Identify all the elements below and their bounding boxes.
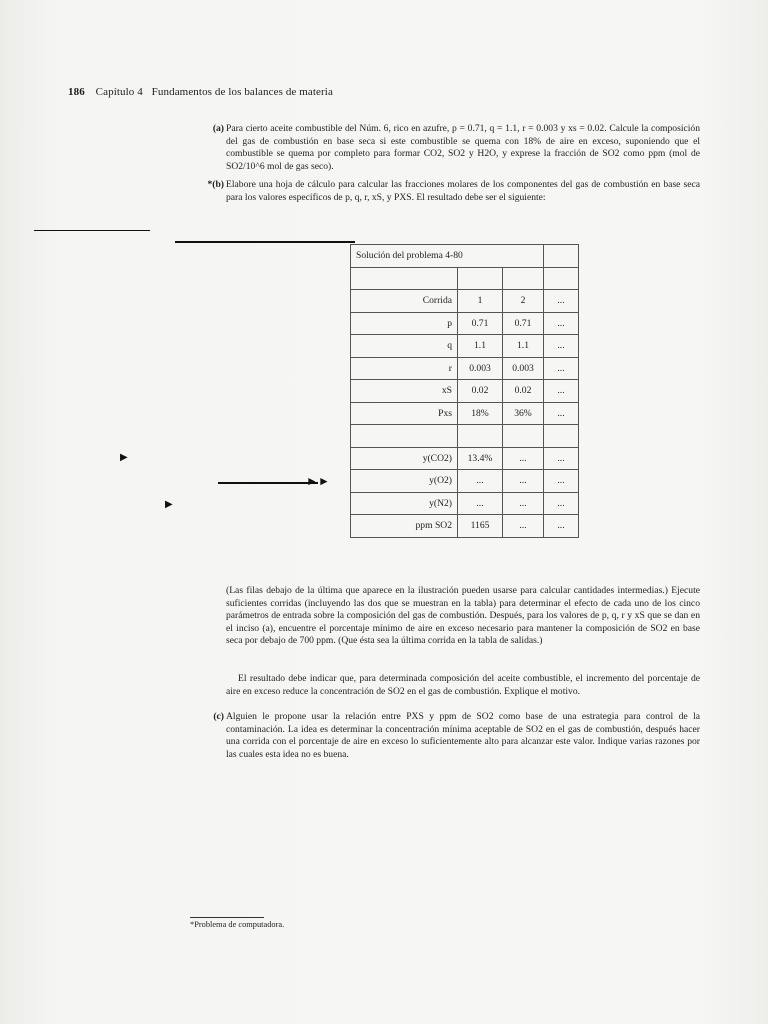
page-number: 186 [68, 86, 85, 98]
table-cell [351, 425, 458, 448]
table-cell: 1165 [458, 515, 503, 538]
table-cell: 0.003 [458, 357, 503, 380]
table-row [351, 492, 579, 515]
footnote-rule [190, 917, 264, 918]
item-b-text: Elabore una hoja de cálculo para calcular las fracciones molares de los componentes del gas de combustión en base seca para los valores específicos de p, q, r, xS, y PXS. El resultado debe ser el siguiente: [226, 179, 700, 203]
table-title-row [351, 245, 579, 268]
table-cell [503, 267, 544, 290]
table-row [351, 357, 579, 380]
table-cell [544, 267, 579, 290]
table-cell: ... [544, 290, 579, 313]
item-b-label: *(b) [207, 179, 224, 190]
table-title: Solución del problema 4-80 [351, 245, 544, 268]
item-a-text-2: Calcule la composición del gas de combustión en base seca si este combustible se quema con 18% de aire en exceso, suponiendo que el combustible se quema por completo para formar CO2, SO2 y H2O, y exprese la fracción de SO2 como ppm (mol de SO2/10^6 mol de gas seco). [226, 123, 701, 172]
table-cell [503, 425, 544, 448]
table-row [351, 380, 579, 403]
table-cell: 1.1 [458, 335, 503, 358]
table-cell: ... [544, 380, 579, 403]
table-cell: ppm SO2 [351, 515, 458, 538]
item-c-label: (c) [213, 711, 224, 722]
arrow-head-icon: ► [306, 474, 318, 488]
table-row [351, 402, 579, 425]
chapter-label: Capítulo 4 [95, 86, 143, 98]
table-cell: 18% [458, 402, 503, 425]
solution-table [350, 244, 579, 538]
table-cell: q [351, 335, 458, 358]
table-cell [544, 425, 579, 448]
item-a-xs: xs = 0.02. [568, 123, 607, 134]
item-c [213, 711, 700, 761]
table-cell [458, 267, 503, 290]
table-cell: 1.1 [503, 335, 544, 358]
chapter-title: Fundamentos de los balances de materia [151, 86, 333, 98]
table-cell: ... [503, 492, 544, 515]
table-cell: 13.4% [458, 447, 503, 470]
pointer-arrow [218, 482, 318, 484]
table-cell: xS [351, 380, 458, 403]
table-cell: 0.71 [503, 312, 544, 335]
table-cell: 0.02 [503, 380, 544, 403]
table-cell: y(O2) [351, 470, 458, 493]
table-row [351, 335, 579, 358]
paragraph-result: El resultado debe indicar que, para determinada composición del aceite combustible, el incremento del porcentaje de aire en exceso reduce la concentración de SO2 en el gas de combustión. Explique el motivo. [226, 673, 700, 697]
table-row [351, 312, 579, 335]
table-cell [544, 245, 579, 268]
item-a-r: r = 0.003 y [522, 123, 569, 134]
table-cell: ... [544, 312, 579, 335]
table-cell: 36% [503, 402, 544, 425]
item-a-label: (a) [212, 123, 224, 134]
triangle-marker-icon: ▶ [165, 499, 173, 510]
table-cell: ... [458, 492, 503, 515]
table-blank-row [351, 267, 579, 290]
table-row [351, 515, 579, 538]
table-row [351, 447, 579, 470]
triangle-marker-icon: ▶ [120, 452, 128, 463]
table-cell: ... [544, 470, 579, 493]
table-cell [458, 425, 503, 448]
table-cell [351, 267, 458, 290]
table-cell: 0.02 [458, 380, 503, 403]
item-a-text-1: Para cierto aceite combustible del Núm. 6, rico en azufre, [226, 123, 453, 134]
table-row [351, 425, 579, 448]
table-row [351, 470, 579, 493]
table-cell: Corrida [351, 290, 458, 313]
table-cell: p [351, 312, 458, 335]
table-cell: ... [544, 492, 579, 515]
table-cell: Pxs [351, 402, 458, 425]
item-c-text: Alguien le propone usar la relación entre PXS y ppm de SO2 como base de una estrategia para control de la contaminación. La idea es determinar la concentración mínima aceptable de SO2 en el gas de combustión, después hacer una corrida con el porcentaje de aire en exceso lo suficientemente alto para alcanzar este valor. Indique varias razones por las cuales esta idea no es buena. [226, 711, 700, 760]
table-cell: 2 [503, 290, 544, 313]
table-cell: ... [503, 515, 544, 538]
arrow-head-icon: ► [318, 474, 330, 488]
item-a [212, 123, 701, 173]
table-cell: y(N2) [351, 492, 458, 515]
table-cell: ... [544, 447, 579, 470]
footnote: *Problema de computadora. [190, 920, 285, 929]
table-row [351, 290, 579, 313]
page-header [68, 86, 333, 98]
table-cell: ... [458, 470, 503, 493]
horizontal-rule [175, 241, 355, 243]
item-b [207, 179, 700, 204]
table-cell: r [351, 357, 458, 380]
table-cell: ... [544, 357, 579, 380]
table-cell: ... [544, 402, 579, 425]
table-cell: ... [503, 447, 544, 470]
table-cell: ... [544, 335, 579, 358]
table-cell: 0.71 [458, 312, 503, 335]
horizontal-rule [34, 230, 150, 231]
table-cell: y(CO2) [351, 447, 458, 470]
table-cell: 0.003 [503, 357, 544, 380]
table-cell: ... [503, 470, 544, 493]
paragraph-runs: (Las filas debajo de la última que aparece en la ilustración pueden usarse para calcular cantidades intermedias.) Ejecute suficientes corridas (incluyendo las dos que se muestran en la tabla) para determinar el efecto de cada uno de los cinco parámetros de entrada sobre la composición del gas de combustión. Después, para los valores de p, q, r y xS que se dan en el inciso (a), encuentre el porcentaje mínimo de aire en exceso necesario para mantener la composición de SO2 en base seca por debajo de 700 ppm. (Que ésta sea la última corrida en la tabla de salidas.) [226, 585, 700, 647]
table-cell: ... [544, 515, 579, 538]
table-cell: 1 [458, 290, 503, 313]
item-a-q: q = 1.1, [489, 123, 523, 134]
item-a-p: p = 0.71, [452, 123, 490, 134]
